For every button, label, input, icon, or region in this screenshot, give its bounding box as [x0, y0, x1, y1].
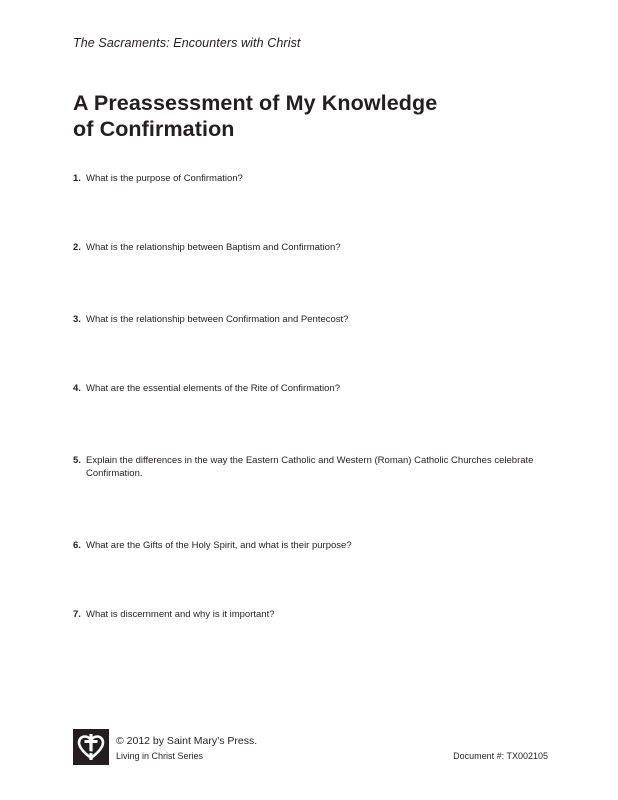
question-item [73, 172, 543, 185]
question-number: 2. [73, 242, 81, 253]
footer-series: Living in Christ Series [116, 751, 204, 761]
question-text: What is the purpose of Confirmation? [86, 173, 243, 184]
question-text: What is the relationship between Confirmation and Pentecost? [86, 314, 349, 325]
question-number: 1. [73, 173, 81, 184]
footer-document-number: Document #: TX002105 [453, 751, 548, 761]
page-title [73, 90, 553, 142]
question-number: 5. [73, 455, 81, 466]
question-text: What is discernment and why is it important? [86, 609, 275, 620]
question-text: What are the essential elements of the Rite of Confirmation? [86, 383, 340, 394]
question-number: 3. [73, 314, 81, 325]
page-title-line-2: of Confirmation [73, 117, 235, 141]
logo-graphic [73, 729, 109, 765]
question-item [73, 454, 543, 480]
question-number: 4. [73, 383, 81, 394]
footer-copyright: © 2012 by Saint Mary’s Press. [116, 735, 258, 747]
question-text: What is the relationship between Baptism and Confirmation? [86, 242, 341, 253]
question-item [73, 539, 543, 552]
saint-marys-press-logo-icon [73, 729, 109, 765]
question-text: Explain the differences in the way the Eastern Catholic and Western (Roman) Catholic Churches celebrate Confirmation. [86, 455, 534, 479]
question-text: What are the Gifts of the Holy Spirit, and what is their purpose? [86, 540, 352, 551]
running-header: The Sacraments: Encounters with Christ [73, 36, 301, 50]
question-number: 6. [73, 540, 81, 551]
question-item [73, 608, 543, 621]
page-title-line-1: A Preassessment of My Knowledge [73, 91, 438, 115]
question-number: 7. [73, 609, 81, 620]
question-item [73, 313, 543, 326]
question-item [73, 241, 543, 254]
question-item [73, 382, 543, 395]
